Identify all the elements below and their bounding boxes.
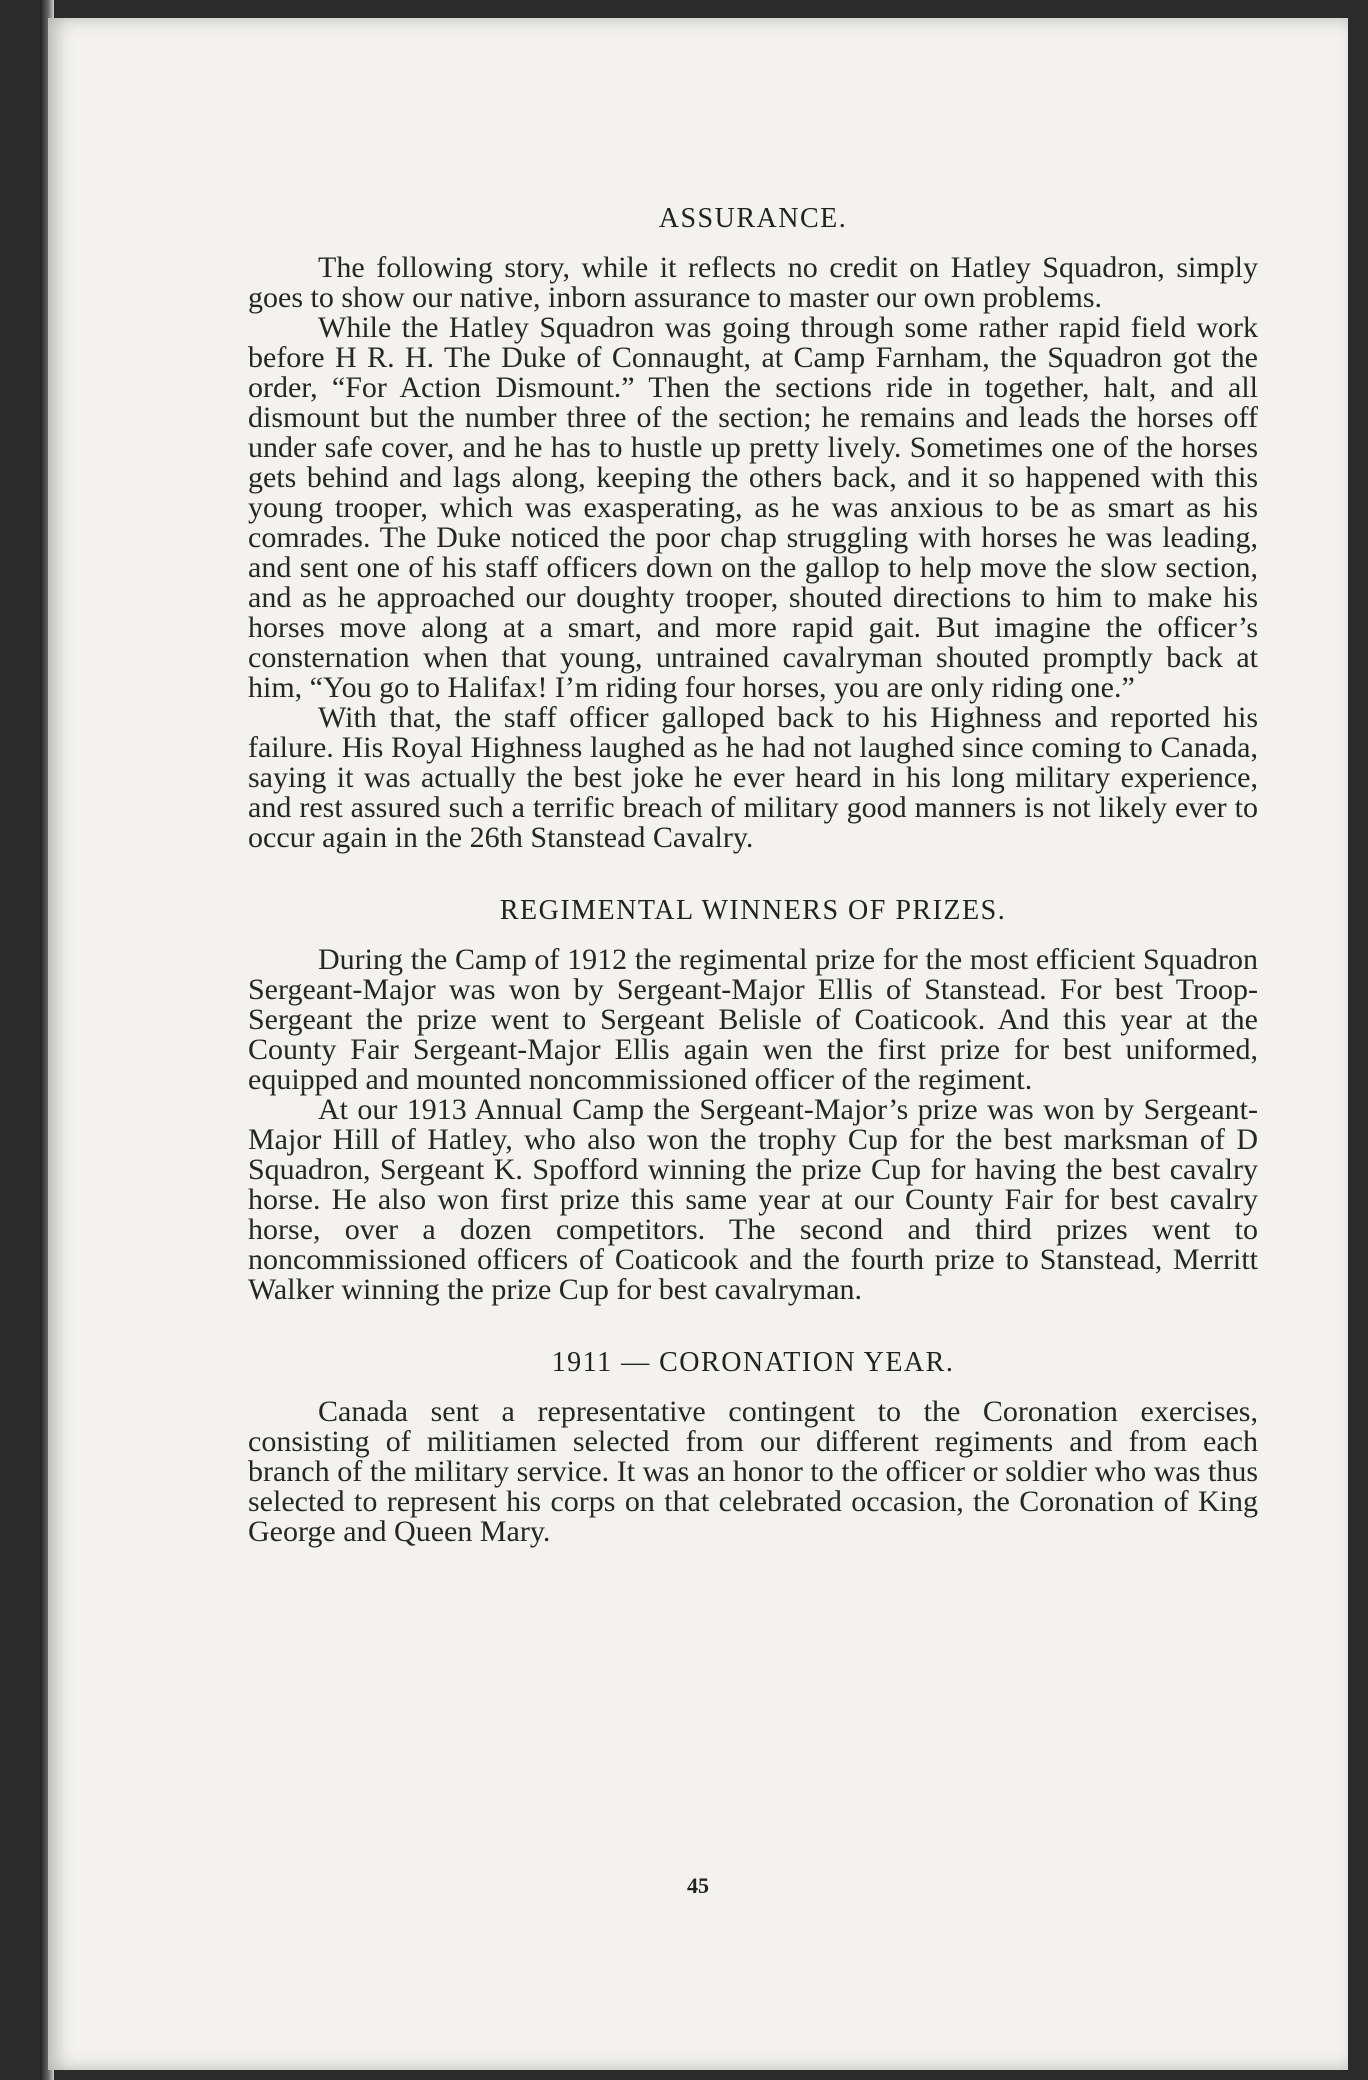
section-heading: REGIMENTAL WINNERS OF PRIZES. [499, 895, 1007, 926]
page-number: 45 [687, 1873, 709, 1898]
section-assurance [248, 203, 1258, 853]
section-heading: ASSURANCE. [658, 203, 848, 234]
section-heading: 1911 — CORONATION YEAR. [551, 1347, 955, 1378]
page-content [248, 203, 1258, 1589]
paragraph: With that, the staff officer galloped back to his Highness and reported his failure. His Royal Highness laughed as he had not laughed since coming to Canada, saying it was actually the best joke he ever heard in his long military experience, and rest assured such a terrific breach of military good manners is not likely ever to occur again in the 26th Stanstead Cavalry. [248, 701, 1258, 854]
paragraph: Canada sent a representative contingent to the Coronation exercises, consisting of militiamen selected from our different regiments and from each branch of the military service. It was an honor to the officer or soldier who was thus selected to represent his corps on that celebrated occasion, the Coronation of King George and Queen Mary. [248, 1395, 1258, 1548]
section-coronation-year [248, 1347, 1258, 1547]
paragraph: At our 1913 Annual Camp the Sergeant-Major’s prize was won by Sergeant-Major Hill of Hatley, who also won the trophy Cup for the best marksman of D Squadron, Sergeant K. Spofford winning the prize Cup for having the best cavalry horse. He also won first prize this same year at our County Fair for best cavalry horse, over a dozen competitors. The second and third prizes went to noncommissioned officers of Coaticook and the fourth prize to Stanstead, Merritt Walker winning the prize Cup for best cavalryman. [248, 1093, 1258, 1306]
paragraph: During the Camp of 1912 the regimental prize for the most efficient Squadron Sergeant-Major was won by Sergeant-Major Ellis of Stanstead. For best Troop-Sergeant the prize went to Sergeant Belisle of Coaticook. And this year at the County Fair Sergeant-Major Ellis again wen the first prize for best uniformed, equipped and mounted noncommissioned officer of the regiment. [248, 943, 1258, 1096]
section-regimental-winners [248, 895, 1258, 1305]
book-page [48, 18, 1348, 2070]
paragraph: The following story, while it reflects no credit on Hatley Squadron, simply goes to show our native, inborn assurance to master our own problems. [248, 251, 1258, 314]
paragraph: While the Hatley Squadron was going through some rather rapid field work before H R. H. The Duke of Connaught, at Camp Farnham, the Squadron got the order, “For Action Dismount.” Then the sections ride in together, halt, and all dismount but the number three of the section; he remains and leads the horses off under safe cover, and he has to hustle up pretty lively. Sometimes one of the horses gets behind and lags along, keeping the others back, and it so happened with this young trooper, which was exasperating, as he was anxious to be as smart as his comrades. The Duke noticed the poor chap struggling with horses he was leading, and sent one of his staff officers down on the gallop to help move the slow section, and as he approached our doughty trooper, shouted directions to him to make his horses move along at a smart, and more rapid gait. But imagine the officer’s consternation when that young, untrained cavalryman shouted promptly back at him, “You go to Halifax! I’m riding four horses, you are only riding one.” [248, 311, 1258, 704]
